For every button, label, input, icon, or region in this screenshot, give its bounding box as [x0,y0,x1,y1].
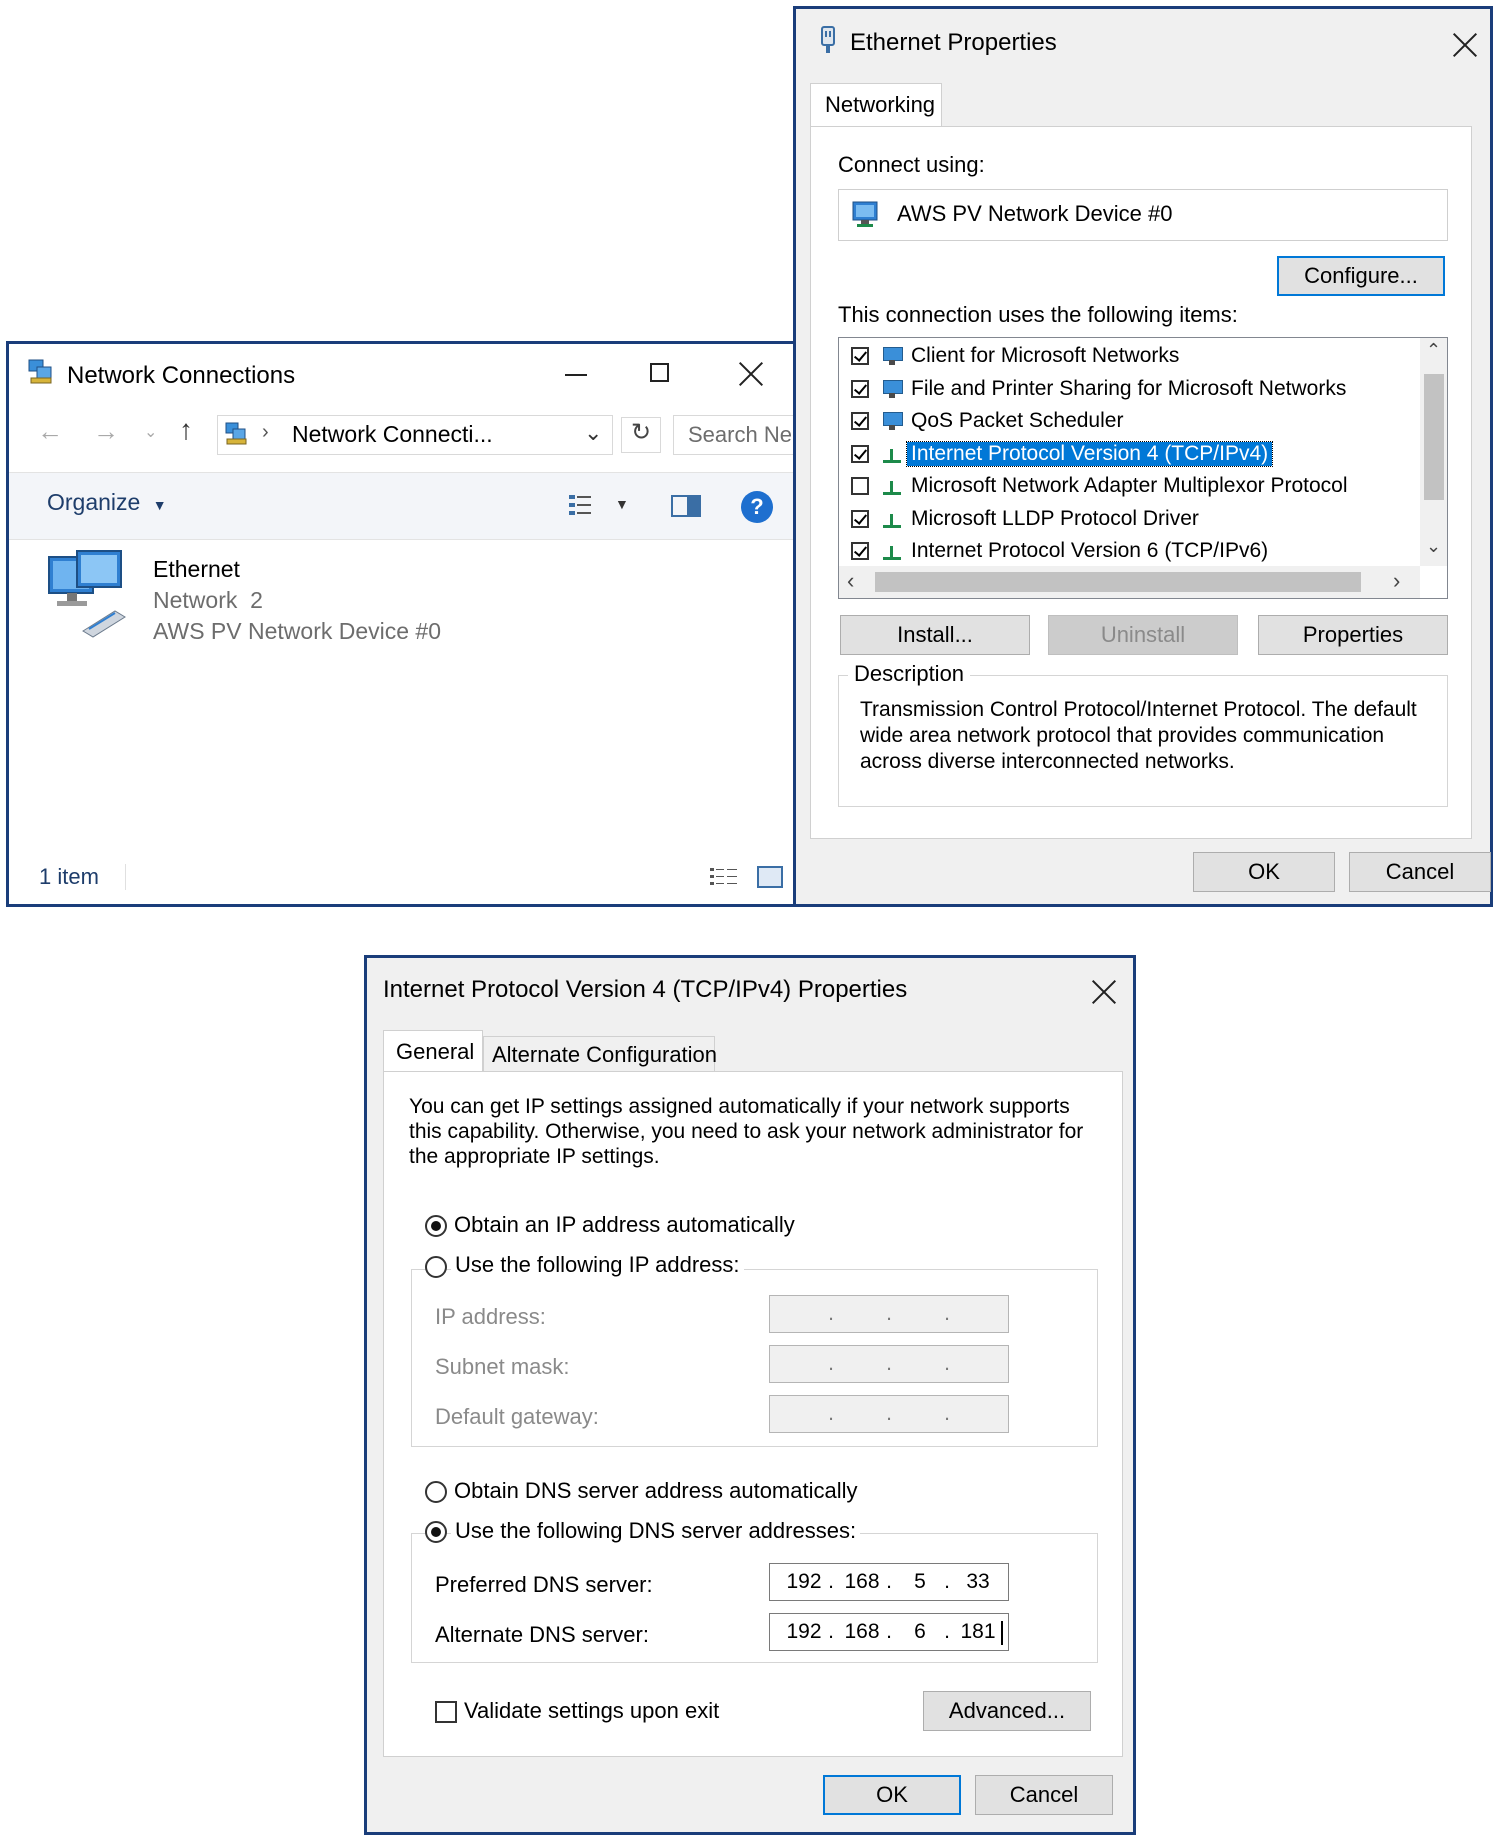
list-item[interactable] [839,472,1419,502]
preferred-dns-octet-4: 33 [966,1570,990,1593]
subnet-mask-field[interactable]: . . . [769,1345,1009,1383]
status-divider [125,864,126,890]
scroll-down-icon[interactable]: ⌄ [1426,536,1442,556]
alternate-dns-field[interactable]: 192 . 168 . 6 . 181 [769,1613,1009,1651]
item-checkbox[interactable] [851,542,869,560]
item-checkbox[interactable] [851,412,869,430]
tab-alternate-label: Alternate Configuration [492,1042,718,1067]
tab-general[interactable] [383,1030,483,1072]
breadcrumb[interactable]: Network Connecti... [292,421,493,447]
forward-arrow-icon[interactable]: → [93,416,119,446]
list-item[interactable] [839,407,1419,437]
advanced-button[interactable]: Advanced... [923,1691,1091,1731]
use-following-ip-radio[interactable] [425,1256,447,1278]
ipv4-properties-window [364,955,1136,1835]
ip-address-field[interactable]: . . . [769,1295,1009,1333]
use-following-dns-label[interactable]: Use the following DNS server addresses: [451,1518,860,1544]
item-checkbox[interactable] [851,445,869,463]
vertical-scrollbar[interactable] [1420,338,1448,566]
ok-button[interactable]: OK [1193,852,1335,892]
refresh-icon[interactable]: ↻ [621,417,661,453]
intro-text: You can get IP settings assigned automatically if your network supports this capability. Otherwise, you need to ask your network administrator for the appropriate IP settings. [409,1095,1084,1168]
alternate-dns-octet-3: 6 [914,1620,926,1643]
address-bar[interactable] [217,415,613,455]
details-view-icon[interactable] [709,866,739,888]
uninstall-button[interactable]: Uninstall [1048,615,1238,655]
back-arrow-icon[interactable]: ← [37,416,63,446]
item-label: Microsoft Network Adapter Multiplexor Protocol [911,474,1348,497]
item-label: Internet Protocol Version 6 (TCP/IPv6) [911,539,1269,562]
folder-network-icon [224,421,250,447]
scroll-up-icon[interactable]: ⌃ [1426,340,1442,360]
alternate-dns-octet-4: 181 [960,1620,996,1643]
ethernet-device: AWS PV Network Device #0 [153,618,442,644]
help-icon[interactable]: ? [741,491,773,523]
tab-general-label: General [396,1039,475,1064]
ethernet-adapter-icon [45,549,131,639]
use-following-ip-label[interactable]: Use the following IP address: [451,1252,744,1278]
protocol-icon [881,445,903,465]
item-label: QoS Packet Scheduler [911,409,1124,432]
ok-button[interactable]: OK [823,1775,961,1815]
validate-settings-checkbox[interactable] [435,1701,457,1723]
horizontal-scrollbar[interactable] [839,566,1420,598]
adapter-name: AWS PV Network Device #0 [897,201,1173,226]
tab-networking[interactable] [810,83,942,127]
window-title: Network Connections [67,362,296,389]
maximize-button[interactable] [650,363,669,382]
obtain-dns-auto-label[interactable]: Obtain DNS server address automatically [454,1478,858,1503]
scroll-left-icon[interactable]: ‹ [847,568,855,593]
ethernet-adapter-title-icon [818,25,838,55]
use-following-dns-radio[interactable] [425,1521,447,1543]
organize-menu[interactable] [47,489,167,516]
status-item-count: 1 item [39,864,99,889]
organize-dropdown-icon: ▼ [152,497,167,513]
search-input[interactable] [673,415,793,455]
item-label: Client for Microsoft Networks [911,344,1180,367]
close-icon[interactable] [1450,29,1480,59]
obtain-dns-auto-radio[interactable] [425,1481,447,1503]
breadcrumb-chevron-icon: › [262,421,269,443]
item-checkbox[interactable] [851,380,869,398]
validate-settings-label[interactable]: Validate settings upon exit [464,1698,720,1723]
list-item[interactable] [839,440,1419,470]
preview-pane-icon[interactable] [671,495,701,517]
scroll-thumb[interactable] [1424,374,1444,500]
item-checkbox[interactable] [851,510,869,528]
description-text: Transmission Control Protocol/Internet Protocol. The default wide area network protocol that provides communication across diverse interconnected networks. [860,698,1417,773]
close-icon[interactable] [736,358,766,388]
preferred-dns-octet-3: 5 [914,1570,926,1593]
preferred-dns-field[interactable]: 192 . 168 . 5 . 33 [769,1563,1009,1601]
configure-button[interactable]: Configure... [1277,256,1445,296]
ethernet-name[interactable]: Ethernet [153,556,240,582]
network-connections-app-icon [27,358,55,386]
items-label: This connection uses the following items: [838,302,1238,327]
alternate-dns-octet-2: 168 [844,1620,880,1643]
recent-dropdown-icon[interactable]: ⌄ [144,424,158,441]
properties-button[interactable]: Properties [1258,615,1448,655]
search-placeholder: Search Ne [688,422,792,447]
item-label: Microsoft LLDP Protocol Driver [911,506,1199,530]
adapter-field [838,189,1448,241]
obtain-ip-auto-radio[interactable] [425,1215,447,1237]
view-dropdown-icon[interactable]: ▼ [615,496,629,512]
connect-using-label: Connect using: [838,152,985,177]
list-item[interactable] [839,375,1419,405]
network-adapter-icon [851,200,883,230]
organize-label: Organize [47,489,141,515]
hscroll-thumb[interactable] [875,572,1361,592]
item-label: Internet Protocol Version 4 (TCP/IPv4) [907,442,1272,466]
network-connections-window [6,341,796,907]
preferred-dns-octet-1: 192 [786,1570,822,1593]
install-button[interactable]: Install... [840,615,1030,655]
protocol-icon [881,510,903,530]
tab-networking-label: Networking [825,92,936,117]
network-client-icon [881,347,903,367]
items-list[interactable] [838,337,1448,599]
item-label: File and Printer Sharing for Microsoft Networks [911,376,1347,400]
change-view-icon[interactable] [567,492,597,520]
tab-alternate-configuration[interactable] [483,1036,718,1072]
large-icons-view-icon[interactable] [757,866,783,888]
description-title: Description [848,661,970,687]
item-checkbox[interactable] [851,347,869,365]
preferred-dns-octet-2: 168 [844,1570,880,1593]
obtain-ip-auto-label[interactable]: Obtain an IP address automatically [454,1212,795,1237]
ip-address-label: IP address: [435,1304,546,1329]
default-gateway-field[interactable]: . . . [769,1395,1009,1433]
subnet-mask-label: Subnet mask: [435,1354,570,1379]
dialog-title: Ethernet Properties [850,29,1057,56]
dialog-title: Internet Protocol Version 4 (TCP/IPv4) Properties [383,976,908,1003]
alternate-dns-label: Alternate DNS server: [435,1622,649,1647]
network-service-icon [881,380,903,400]
list-item[interactable] [839,505,1419,535]
text-cursor [1001,1621,1003,1645]
item-checkbox[interactable] [851,477,869,495]
list-item[interactable] [839,342,1419,372]
alternate-dns-octet-1: 192 [786,1620,822,1643]
network-service-icon [881,412,903,432]
protocol-icon [881,542,903,562]
cancel-button[interactable]: Cancel [975,1775,1113,1815]
address-dropdown-icon[interactable]: ⌄ [584,420,603,445]
close-icon[interactable] [1089,976,1119,1006]
cancel-button[interactable]: Cancel [1349,852,1491,892]
minimize-button[interactable] [565,374,587,376]
scroll-right-icon[interactable]: › [1393,568,1401,593]
preferred-dns-label: Preferred DNS server: [435,1572,653,1597]
up-arrow-icon[interactable]: ↑ [179,414,193,445]
ethernet-properties-window [793,6,1493,907]
ethernet-network: Network 2 [153,587,263,613]
list-item[interactable] [839,537,1419,567]
protocol-icon [881,477,903,497]
default-gateway-label: Default gateway: [435,1404,599,1429]
